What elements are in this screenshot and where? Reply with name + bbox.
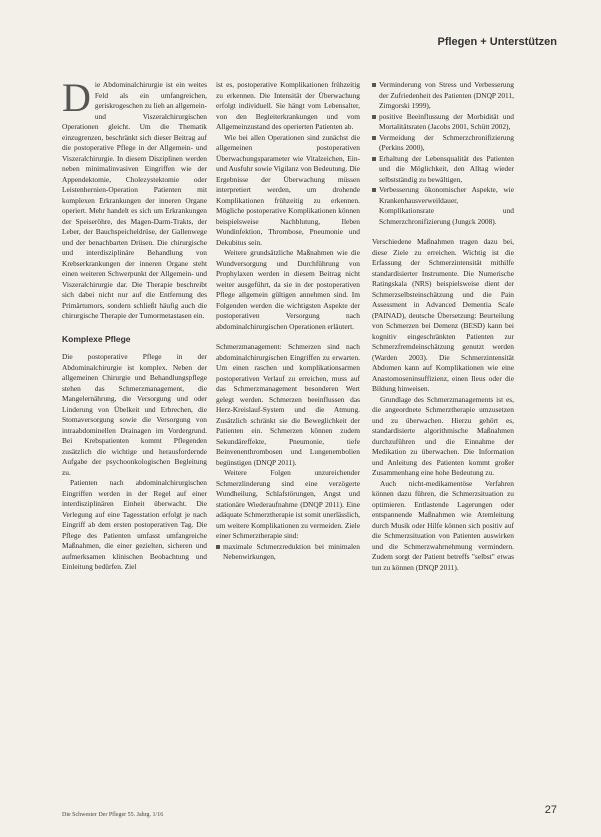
bullet-item: Verbesserung ökonomischer Aspekte, wie Krankenhausverweildauer, Komplikationsrate und Schmerzchronifizierung (Jungck 2008). — [372, 185, 514, 227]
paragraph: Grundlage des Schmerzmanagements ist es, die angeordnete Schmerztherapie umzusetzen und zu überwachen. Hierzu gehört es, standardisierte algorithmische Maßnahmen durchzuführen und die Einnahme der Medikation zu überwachen. Die Information und Anleitung des Patienten kommt großer Zusammenhang eine hohe Bedeutung zu. — [372, 394, 514, 477]
paragraph: Verschiedene Maßnahmen tragen dazu bei, diese Ziele zu erreichen. Wichtig ist die Erfassung der Schmerzintensität mithilfe standardisierter Instrumente. Die Numerische Ratingskala (NRS) beispielsweise dient der Schmerzselbsteinschätzung und die Pain Assessment in Advanced Dementia Scale (PAINAD), deutsche Übersetzung: Beurteilung von Schmerzen bei Demenz (BESD) kann bei kognitiv eingeschränkten Patienten zur Schmerzfremdeinschätzung genutzt werden (Warden 2003). Die Schmerzintensität Abdomen kann auf Komplikationen wie eine Anastomoseninsuffizienz, einen Ileus oder die Bildung hinweisen. — [372, 237, 514, 393]
column-2 — [216, 80, 360, 563]
paragraph: Weitere Folgen unzureichender Schmerzlinderung sind eine verzögerte Wundheilung, Schlafstörungen, Angst und stationäre Wiederaufnahme (DNQP 2011). Eine adäquate Schmerztherapie ist somit unerlässlich, um weitere Komplikationen zu vermeiden. Ziele einer Schmerztherapie sind: — [216, 468, 360, 540]
drop-cap: D — [62, 75, 91, 120]
bullet-item: Verminderung von Stress und Verbesserung der Zufriedenheit des Patienten (DNQP 2011, Zimgorski 1999), — [372, 80, 514, 112]
footer-journal: Die Schwester Der Pfleger 55. Jahrg. 1/16 — [62, 812, 164, 818]
paragraph: Schmerzmanagement: Schmerzen sind nach abdominalchirurgischen Eingriffen zu erwarten. Um einen raschen und komplikationsarmen postoperativen Verlauf zu erreichen, muss auf das Schmerzmanagement besonderen Wert gelegt werden. Schmerzen beeinflussen das Herz-Kreislauf-System und die Atmung. Zusätzlich schränkt sie die Beweglichkeit der Patienten ein. Schmerzen können zudem Sekundäreffekte, Pneumonie, tiefe Beinvenenthrombosen und Lungenembolien begünstigen (DNQP 2011). — [216, 342, 360, 467]
column-3 — [372, 80, 514, 573]
bullet-item: Vermeidung der Schmerzchronifizierung (Perkins 2000), — [372, 133, 514, 154]
bullet-item: Erhaltung der Lebensqualität des Patienten und die Möglichkeit, den Alltag wieder selbstständig zu bewältigen, — [372, 154, 514, 186]
column-1 — [62, 75, 207, 573]
paragraph: Wie bei allen Operationen sind zunächst die allgemeinen postoperativen Überwachungsparameter wie Vitalzeichen, Ein- und Ausfuhr sowie Vigilanz von Bedeutung. Die Ergebnisse der Überwachung müssen interpretiert werden, um drohende Komplikationen frühzeitig zu erkennen. Mögliche postoperative Komplikationen können beispielsweise Nachblutung, Ileben Wundinfektion, Thrombose, Pneumonie und Dekubitus sein. — [216, 132, 360, 247]
paragraph: Auch nicht-medikamentöse Verfahren können dazu führen, die Schmerzsituation zu optimieren. Entlastende Lagerungen oder entspannende Maßnahmen wie Atemleitung durch Musik oder Hilfe können sich positiv auf die Schmerzsituation von Patienten auswirken und die Schmerzwahrnehmung vermindern. Zudem sorgt der Patient betreffs "selbst" etwas tun zu können (DNQP 2011). — [372, 478, 514, 572]
bullet-item: maximale Schmerzreduktion bei minimalen Nebenwirkungen, — [216, 542, 360, 563]
page-number: 27 — [544, 804, 557, 816]
paragraph: Die postoperative Pflege in der Abdominalchirurgie ist komplex. Neben der allgemeinen Chirurgie und Behandlungspflege stehen das Schmerzmanagement, die Mangelernährung, die Versorgung und oder Linderung von Übelkeit und Erbrechen, die Stomaversorgung sowie die Versorgung von intraabdominellen Drainagen im Vordergrund. Bei Krebspatienten kommt Pflegenden zusätzlich die wichtige und herausfordernde Aufgabe der psychoonkologischen Begleitung zu. — [62, 352, 207, 477]
intro-paragraph: Die Abdominalchirurgie ist ein weites Feld als ein umfangreichen, geriskrogeschen zu lieh an allgemein- und Viszeralchirurgischen Operationen gleicht. Um die Thematik einzugrenzen, beschränkt sich dieser Beitrag auf die postoperative Pflege in der Allgemein- und Viszeralchirurgie. In diesem Disziplinen werden neben minimalinvasiven Eingriffen wie der Appendektomie, Cholezystektomie oder Leistenhernien-Operation Patienten mit komplexen Erkrankungen der inneren Organe operiert. Mehr handelt es sich um Erkrankungen der Speiseröhre, des Magen-Darm-Trakts, der Leber, der Bauchspeicheldrüse, der Gallenwege und der benachbarten Drüsen. Die chirurgische und interdisziplinäre Behandlung von Krebserkrankungen der inneren Organe steht einen weiteren Schwerpunkt der Allgemein- und Viszeralchirurgie dar. Die Therapie beschreibt sich dabei nicht nur auf die Entfernung des Primärtumors, sondern schließt häufig auch die chirurgische Therapie der Tumormetastasen ein. — [62, 75, 207, 320]
section-header: Pflegen + Unterstützen — [437, 36, 557, 48]
subheading-komplexe-pflege: Komplexe Pflege — [62, 333, 131, 344]
paragraph: Patienten nach abdominalchirurgischen Eingriffen werden in der Regel auf einer interdisziplinären Einheit überwacht. Die Verlegung auf eine Tagesstation erfolgt je nach Eingriff ab dem ersten postoperativen Tag. Die Pflege des Patienten umfasst umfangreiche Maßnahmen, die einer gezielten, sicheren und aufmerksamen klinischen Beobachtung und Einleitung bedürfen. Ziel — [62, 478, 207, 571]
bullet-item: positive Beeinflussung der Morbidität und Mortalitätsraten (Jacobs 2001, Schütt 2002), — [372, 112, 514, 133]
paragraph: ist es, postoperative Komplikationen frühzeitig zu erkennen. Die Intensität der Überwachung erfolgt individuell. Sie hängt vom Lebensalter, von den Begleiterkrankungen und vom Allgemeinzustand des operierten Patienten ab. — [216, 80, 360, 131]
paragraph: Weitere grundsätzliche Maßnahmen wie die Wundversorgung und Durchführung von Prophylaxen werden in diesem Beitrag nicht weiter ausgeführt, da sie in der postoperativen Pflege allgemein gültigen annehmen sind. Im Folgenden werden die wichtigsten Aspekte der postoperativen Versorgung nach abdominalchirurgischen Operationen erläutert. — [216, 248, 360, 331]
